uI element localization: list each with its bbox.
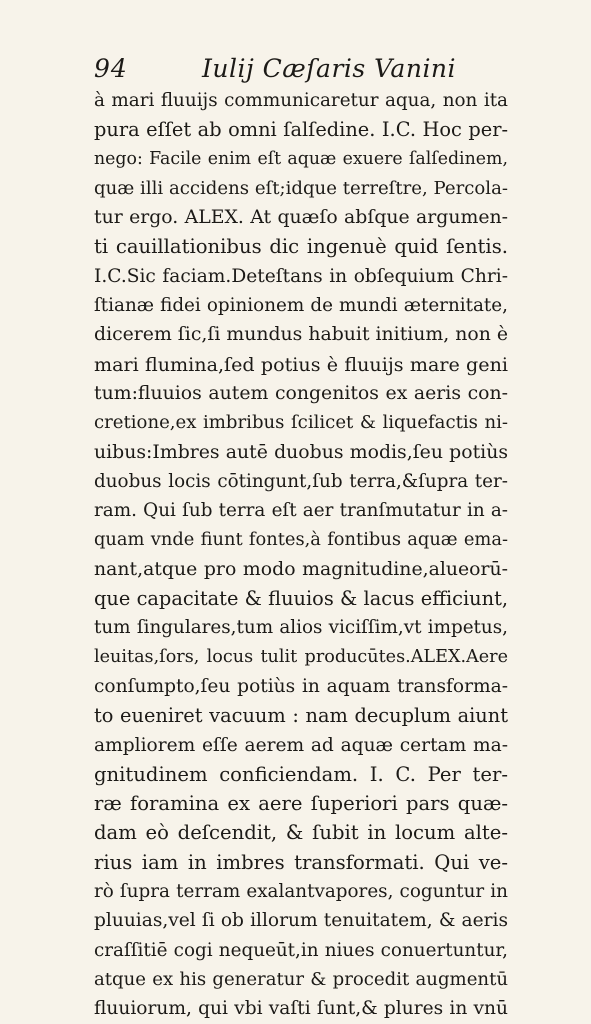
text-line: tur ergo. ALEX. At quæſo abſque argumen- <box>94 207 508 229</box>
text-line: ræ foramina ex aere ſuperiori pars quæ- <box>94 792 508 816</box>
text-line: ampliorem eſſe aerem ad aquæ certam ma- <box>94 734 508 756</box>
text-line: rius iam in imbres transformati. Qui ve- <box>94 850 508 874</box>
text-line: que capacitate & fluuios & lacus efficiunt, <box>94 587 508 611</box>
text-line: quam vnde fiunt fontes,à fontibus aquæ ema- <box>94 529 508 551</box>
text-line: ram. Qui ſub terra eſt aer tranſmutatur in a- <box>94 500 508 522</box>
text-line: conſumpto,ſeu potiùs in aquam transforma- <box>94 675 508 697</box>
text-line: rò ſupra terram exalantvapores, coguntur in <box>94 881 508 903</box>
text-line: uibus:Imbres autē duobus modis,ſeu potiùs <box>94 441 508 463</box>
text-line: nant,atque pro modo magnitudine,alueorū- <box>94 558 508 580</box>
text-line: duobus locis cōtingunt,ſub terra,&ſupra ter- <box>94 470 508 492</box>
text-line: to eueniret vacuum : nam decuplum aiunt <box>94 704 508 728</box>
text-line: quæ illi accidens eſt;idque terreſtre, Percola- <box>94 177 508 199</box>
text-line: dicerem ſic,ſi mundus habuit initium, non è <box>94 324 508 346</box>
text-line: I.C.Sic faciam.Deteſtans in obſequium Chri- <box>94 265 508 287</box>
text-line: dam eò deſcendit, & ſubit in locum alte- <box>94 821 508 845</box>
text-line: pluuias,vel ſi ob illorum tenuitatem, & aeris <box>94 910 508 932</box>
text-line: leuitas,ſors, locus tulit producūtes.ALEX.Aere <box>94 646 508 667</box>
text-line: tum:fluuios autem congenitos ex aeris con- <box>94 382 508 404</box>
text-line: gnitudinem conficiendam. I. C. Per ter- <box>94 762 508 786</box>
body-text <box>94 86 508 1024</box>
text-line: pura eſſet ab omni ſalſedine. I.C. Hoc per- <box>94 118 508 142</box>
text-line: ſtianæ fidei opinionem de mundi æternitate, <box>94 295 508 317</box>
text-line: fluuiorum, qui vbi vaſti ſunt,& plures in vnū <box>94 998 508 1020</box>
running-head: Iulij Cæſaris Vanini <box>202 54 457 83</box>
text-line: cretione,ex imbribus ſcilicet & liquefactis ni- <box>94 412 508 434</box>
text-line: atque ex his generatur & procedit augmentū <box>94 968 508 990</box>
text-line: nego: Facile enim eſt aquæ exuere ſalſedinem, <box>94 148 508 169</box>
text-line: craſſitiē cogi nequeūt,in niues conuertuntur, <box>94 939 508 961</box>
text-line: à mari fluuijs communicaretur aqua, non ita <box>94 90 508 111</box>
page-header <box>94 50 494 86</box>
text-line: tum ſingulares,tum alios viciſſim,vt impetus, <box>94 617 508 639</box>
page-number: 94 <box>94 54 128 83</box>
text-line: mari flumina,ſed potius è fluuijs mare geni <box>94 352 508 376</box>
text-line: ti cauillationibus dic ingenuè quid ſentis. <box>94 235 508 259</box>
